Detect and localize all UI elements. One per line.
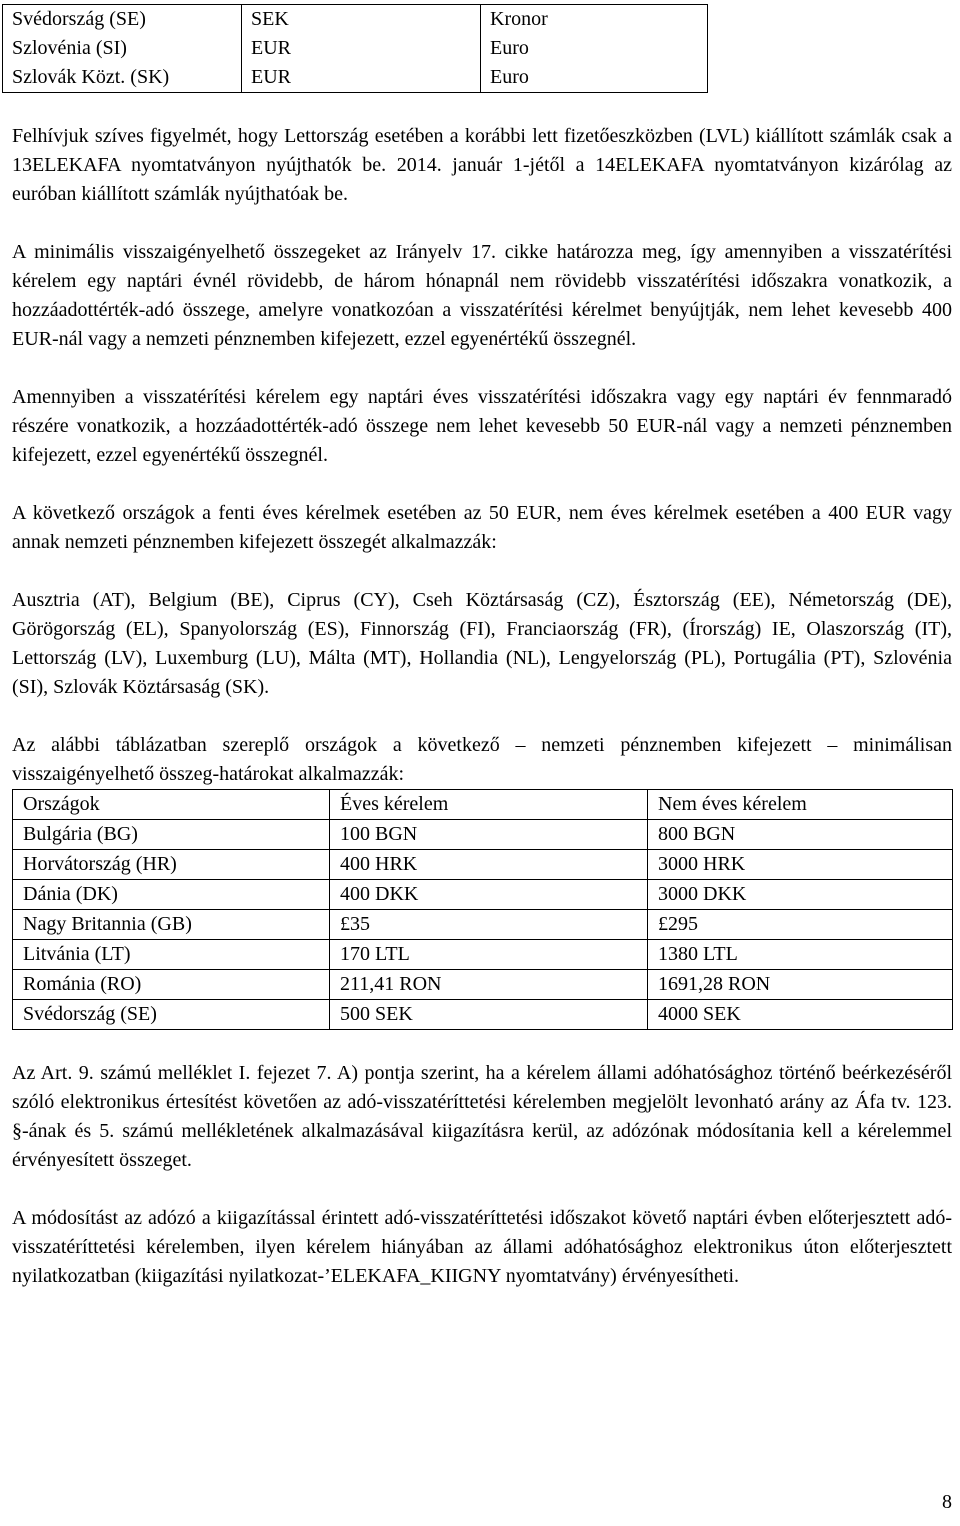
table-row — [13, 940, 953, 970]
annual-cell: 100 BGN — [330, 820, 648, 850]
country-cell: Svédország (SE) — [13, 1000, 330, 1030]
country-cell: Bulgária (BG) — [13, 820, 330, 850]
table-header-row — [13, 790, 953, 820]
annual-cell: 211,41 RON — [330, 970, 648, 1000]
currency-name-cell: Euro — [481, 34, 708, 63]
table-row — [3, 34, 708, 63]
table-row — [13, 1000, 953, 1030]
header-countries: Országok — [13, 790, 330, 820]
country-cell: Románia (RO) — [13, 970, 330, 1000]
table-row — [13, 820, 953, 850]
currency-name-cell: Kronor — [481, 5, 708, 35]
paragraph-adjustment-rule: Az Art. 9. számú melléklet I. fejezet 7. A) pontja szerint, ha a kérelem állami adóhatósághoz történő beérkezéséről szóló elektronikus értesítést követően az adó-visszatéríttetési kérelemben megjelölt levonható arány az Áfa tv. 123. §-ának és 5. számú mellékletének alkalmazásával kiigazításra kerül, az adózónak módosítania kell a kérelemmel érvényesített összeget. — [12, 1062, 952, 1171]
document-page — [12, 4, 952, 1291]
currency-name-cell: Euro — [481, 63, 708, 93]
non-annual-cell: 3000 DKK — [648, 880, 953, 910]
table-row — [13, 970, 953, 1000]
table-row — [13, 910, 953, 940]
paragraph-following-countries: A következő országok a fenti éves kérelmek esetében az 50 EUR, nem éves kérelmek esetében a 400 EUR vagy annak nemzeti pénznemben kifejezett összegét alkalmazzák: — [12, 502, 952, 553]
table-row — [3, 5, 708, 35]
country-cell: Szlovák Közt. (SK) — [3, 63, 242, 93]
table-row — [13, 850, 953, 880]
non-annual-cell: 4000 SEK — [648, 1000, 953, 1030]
header-annual: Éves kérelem — [330, 790, 648, 820]
non-annual-cell: 1380 LTL — [648, 940, 953, 970]
table-row — [3, 63, 708, 93]
annual-cell: £35 — [330, 910, 648, 940]
currency-code-cell: SEK — [242, 5, 481, 35]
paragraph-latvia-note: Felhívjuk szíves figyelmét, hogy Lettország esetében a korábbi lett fizetőeszközben (LVL) kiállított számlák csak a 13ELEKAFA nyomtatványon nyújthatók be. 2014. január 1-jétől a 14ELEKAFA nyomtatványon kizárólag az euróban kiállított számlák nyújthatóak be. — [12, 125, 952, 205]
paragraph-modification: A módosítást az adózó a kiigazítással érintett adó-visszatéríttetési időszakot követő naptári évben előterjesztett adó-visszatéríttetési kérelemben, ilyen kérelem hiányában az állami adóhatósághoz elektronikus úton előterjesztett nyilatkozatban (kiigazítási nyilatkozat-’ELEKAFA_KIIGNY nyomtatvány) érvényesítheti. — [12, 1207, 952, 1287]
currency-code-cell: EUR — [242, 34, 481, 63]
annual-cell: 400 HRK — [330, 850, 648, 880]
page-number: 8 — [942, 1491, 952, 1513]
minimum-amounts-table — [12, 789, 953, 1030]
header-non-annual: Nem éves kérelem — [648, 790, 953, 820]
country-cell: Nagy Britannia (GB) — [13, 910, 330, 940]
paragraph-country-list: Ausztria (AT), Belgium (BE), Ciprus (CY), Cseh Köztársaság (CZ), Észtország (EE), Németország (DE), Görögország (EL), Spanyolország (ES), Finnország (FI), Franciaország (FR), (Írország) IE, Olaszország (IT), Lettország (LV), Luxemburg (LU), Málta (MT), Hollandia (NL), Lengyelország (PL), Portugália (PT), Szlovénia (SI), Szlovák Köztársaság (SK). — [12, 589, 952, 698]
country-cell: Dánia (DK) — [13, 880, 330, 910]
country-cell: Litvánia (LT) — [13, 940, 330, 970]
non-annual-cell: 3000 HRK — [648, 850, 953, 880]
country-cell: Horvátország (HR) — [13, 850, 330, 880]
country-cell: Svédország (SE) — [3, 5, 242, 35]
table-row — [13, 880, 953, 910]
paragraph-minimum-amounts: A minimális visszaigényelhető összegeket az Irányelv 17. cikke határozza meg, így amennyiben a visszatérítési kérelem egy naptári évnél rövidebb, de három hónapnál nem rövidebb visszatérítési időszakra vonatkozik, a hozzáadottérték-adó összege, amelyre vonatkozóan a visszatérítési kérelmet benyújtják, nem lehet kevesebb 400 EUR-nál vagy a nemzeti pénznemben kifejezett, ezzel egyenértékű összegnél. — [12, 241, 952, 350]
non-annual-cell: 1691,28 RON — [648, 970, 953, 1000]
non-annual-cell: 800 BGN — [648, 820, 953, 850]
non-annual-cell: £295 — [648, 910, 953, 940]
currency-table — [2, 4, 708, 93]
annual-cell: 400 DKK — [330, 880, 648, 910]
paragraph-annual-claims: Amennyiben a visszatérítési kérelem egy naptári éves visszatérítési időszakra vagy egy naptári év fennmaradó részére vonatkozik, a hozzáadottérték-adó összege nem lehet kevesebb 50 EUR-nál vagy a nemzeti pénznemben kifejezett, ezzel egyenértékű összegnél. — [12, 386, 952, 466]
annual-cell: 500 SEK — [330, 1000, 648, 1030]
paragraph-table-intro: Az alábbi táblázatban szereplő országok a következő – nemzeti pénznemben kifejezett – minimálisan visszaigényelhető összeg-határokat alkalmazzák: — [12, 734, 952, 785]
country-cell: Szlovénia (SI) — [3, 34, 242, 63]
annual-cell: 170 LTL — [330, 940, 648, 970]
currency-code-cell: EUR — [242, 63, 481, 93]
